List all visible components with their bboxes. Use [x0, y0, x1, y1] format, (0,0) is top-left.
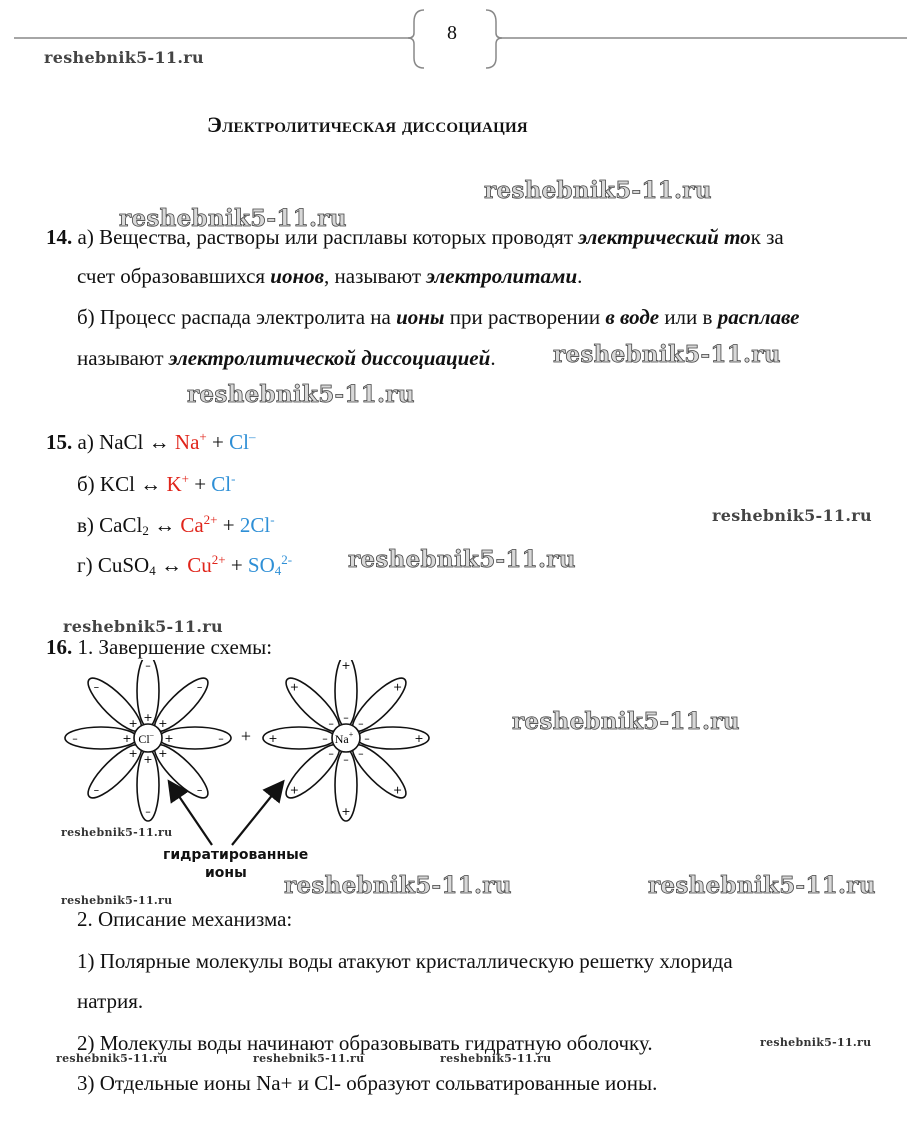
text: называют [77, 346, 169, 370]
svg-text:–: – [196, 783, 203, 797]
svg-text:+: + [164, 732, 174, 745]
task-number: 14. [46, 225, 73, 249]
emphasis: электролитами [426, 264, 578, 288]
text: к за [750, 225, 784, 249]
hydrated-sodium [263, 660, 429, 821]
text: . [577, 264, 583, 288]
text: б) Процесс распада электролита на [77, 305, 397, 329]
svg-text:+: + [122, 732, 132, 745]
watermark: reshebnik5-11.ru [440, 1052, 552, 1065]
page-number: 8 [447, 22, 457, 44]
svg-text:–: – [364, 732, 370, 745]
mechanism-step3: 3) Отдельные ионы Na+ и Cl- образуют сольватированные ионы. [77, 1071, 658, 1095]
svg-text:–: – [358, 746, 364, 760]
water-molecule [335, 660, 357, 727]
anion: 2Cl- [239, 512, 275, 537]
task-14-line4 [77, 348, 496, 369]
svg-text:–: – [218, 732, 224, 745]
svg-text:–: – [328, 717, 334, 731]
water-molecule [137, 660, 159, 727]
watermark: reshebnik5-11.ru [712, 506, 872, 525]
plus: + [217, 513, 240, 537]
reactant: г) CuSO$_4$ [77, 553, 156, 578]
text: 1. Завершение схемы: [77, 635, 273, 659]
header-rule [0, 0, 921, 80]
svg-text:+: + [393, 783, 403, 797]
watermark: reshebnik5-11.ru [44, 48, 204, 67]
emphasis: электрический то [578, 225, 751, 249]
text: при растворении [444, 305, 606, 329]
svg-text:+: + [128, 746, 138, 760]
diagram-caption-line2: ионы [205, 865, 247, 881]
cation: $Cu^{2+}$ [187, 552, 226, 577]
svg-text:–: – [93, 680, 100, 694]
reactant: в) CaCl$_2$ [77, 513, 149, 538]
svg-text:–: – [196, 680, 203, 694]
task-number: 15. [46, 430, 73, 454]
svg-text:–: – [328, 746, 334, 760]
watermark: reshebnik5-11.ru [760, 1036, 872, 1049]
emphasis: электролитической диссоциацией [168, 346, 491, 370]
svg-text:+: + [143, 711, 153, 724]
water-molecule [65, 727, 137, 749]
equation-d [77, 553, 292, 577]
hydrated-chloride [65, 660, 231, 821]
anion: $SO_4^{2-}$ [247, 552, 293, 578]
svg-text:–: – [72, 732, 78, 745]
svg-text:+: + [341, 660, 351, 672]
watermark: reshebnik5-11.ru [61, 894, 173, 907]
watermark: reshebnik5-11.ru [63, 617, 223, 636]
equation-b [77, 472, 235, 495]
svg-text:+: + [393, 680, 403, 694]
svg-text:–: – [145, 805, 151, 818]
reactant: а) NaCl ↔ [77, 430, 175, 454]
reactant: б) KCl ↔ [77, 472, 167, 496]
arrow: ↔ [155, 553, 188, 577]
text: или в [659, 305, 718, 329]
emphasis: ионов [270, 264, 325, 288]
plus: + [188, 472, 212, 496]
arrow-to-sodium [232, 783, 282, 845]
task-16-part1 [46, 637, 272, 658]
ion-label: Cl– [138, 730, 154, 746]
arrow: ↔ [148, 513, 181, 537]
equation-a [46, 430, 255, 453]
anion: Cl- [211, 471, 236, 496]
task-14-line2 [77, 266, 582, 287]
ion-label: Na+ [334, 730, 354, 746]
svg-text:–: – [145, 660, 151, 672]
emphasis: в воде [605, 305, 660, 329]
watermark: reshebnik5-11.ru [119, 205, 347, 232]
cation: $Ca^{2+}$ [180, 512, 218, 537]
svg-text:+: + [158, 717, 168, 731]
svg-text:–: – [93, 783, 100, 797]
svg-text:+: + [289, 783, 299, 797]
svg-text:+: + [128, 717, 138, 731]
diagram-plus: + [240, 726, 252, 746]
text: а) Вещества, растворы или расплавы которых проводят [77, 225, 579, 249]
task-16-part2: 2. Описание механизма: [77, 907, 293, 931]
watermark: reshebnik5-11.ru [284, 872, 512, 899]
emphasis: расплаве [717, 305, 800, 329]
diagram-caption-line1: гидратированные [163, 847, 309, 863]
svg-text:+: + [268, 732, 278, 745]
water-molecule [137, 749, 159, 821]
mechanism-step1-line1: 1) Полярные молекулы воды атакуют кристаллическую решетку хлорида [77, 949, 733, 973]
svg-text:–: – [343, 753, 349, 766]
svg-text:–: – [343, 711, 349, 724]
svg-text:–: – [322, 732, 328, 745]
mechanism-step2: 2) Молекулы воды начинают образовывать гидратную оболочку. [77, 1031, 653, 1055]
equation-c [77, 513, 275, 537]
text: , называют [324, 264, 427, 288]
emphasis: ионы [396, 305, 445, 329]
anion: Cl– [229, 429, 256, 454]
plus: + [206, 430, 230, 454]
watermark: reshebnik5-11.ru [61, 826, 173, 839]
svg-text:+: + [143, 753, 153, 766]
svg-text:+: + [341, 805, 351, 818]
water-molecule [335, 749, 357, 821]
task-14-line3 [77, 307, 799, 328]
water-molecule [263, 727, 335, 749]
watermark: reshebnik5-11.ru [484, 177, 712, 204]
page-title: Электролитическая диссоциация [207, 112, 528, 137]
task-number: 16. [46, 635, 73, 659]
watermark: reshebnik5-11.ru [512, 708, 740, 735]
svg-text:+: + [289, 680, 299, 694]
task-14-line1 [46, 227, 784, 248]
svg-text:–: – [358, 717, 364, 731]
water-molecule [159, 727, 231, 749]
watermark: reshebnik5-11.ru [348, 546, 576, 573]
watermark: reshebnik5-11.ru [187, 381, 415, 408]
watermark: reshebnik5-11.ru [253, 1052, 365, 1065]
svg-text:+: + [158, 746, 168, 760]
water-molecule [357, 727, 429, 749]
watermark: reshebnik5-11.ru [648, 872, 876, 899]
mechanism-step1-line2: натрия. [77, 989, 144, 1013]
text: счет образовавшихся [77, 264, 271, 288]
watermark: reshebnik5-11.ru [553, 341, 781, 368]
watermark: reshebnik5-11.ru [56, 1052, 168, 1065]
text: . [490, 346, 496, 370]
plus: + [225, 553, 248, 577]
svg-text:+: + [414, 732, 424, 745]
cation: K+ [166, 471, 189, 496]
cation: Na+ [174, 429, 207, 454]
